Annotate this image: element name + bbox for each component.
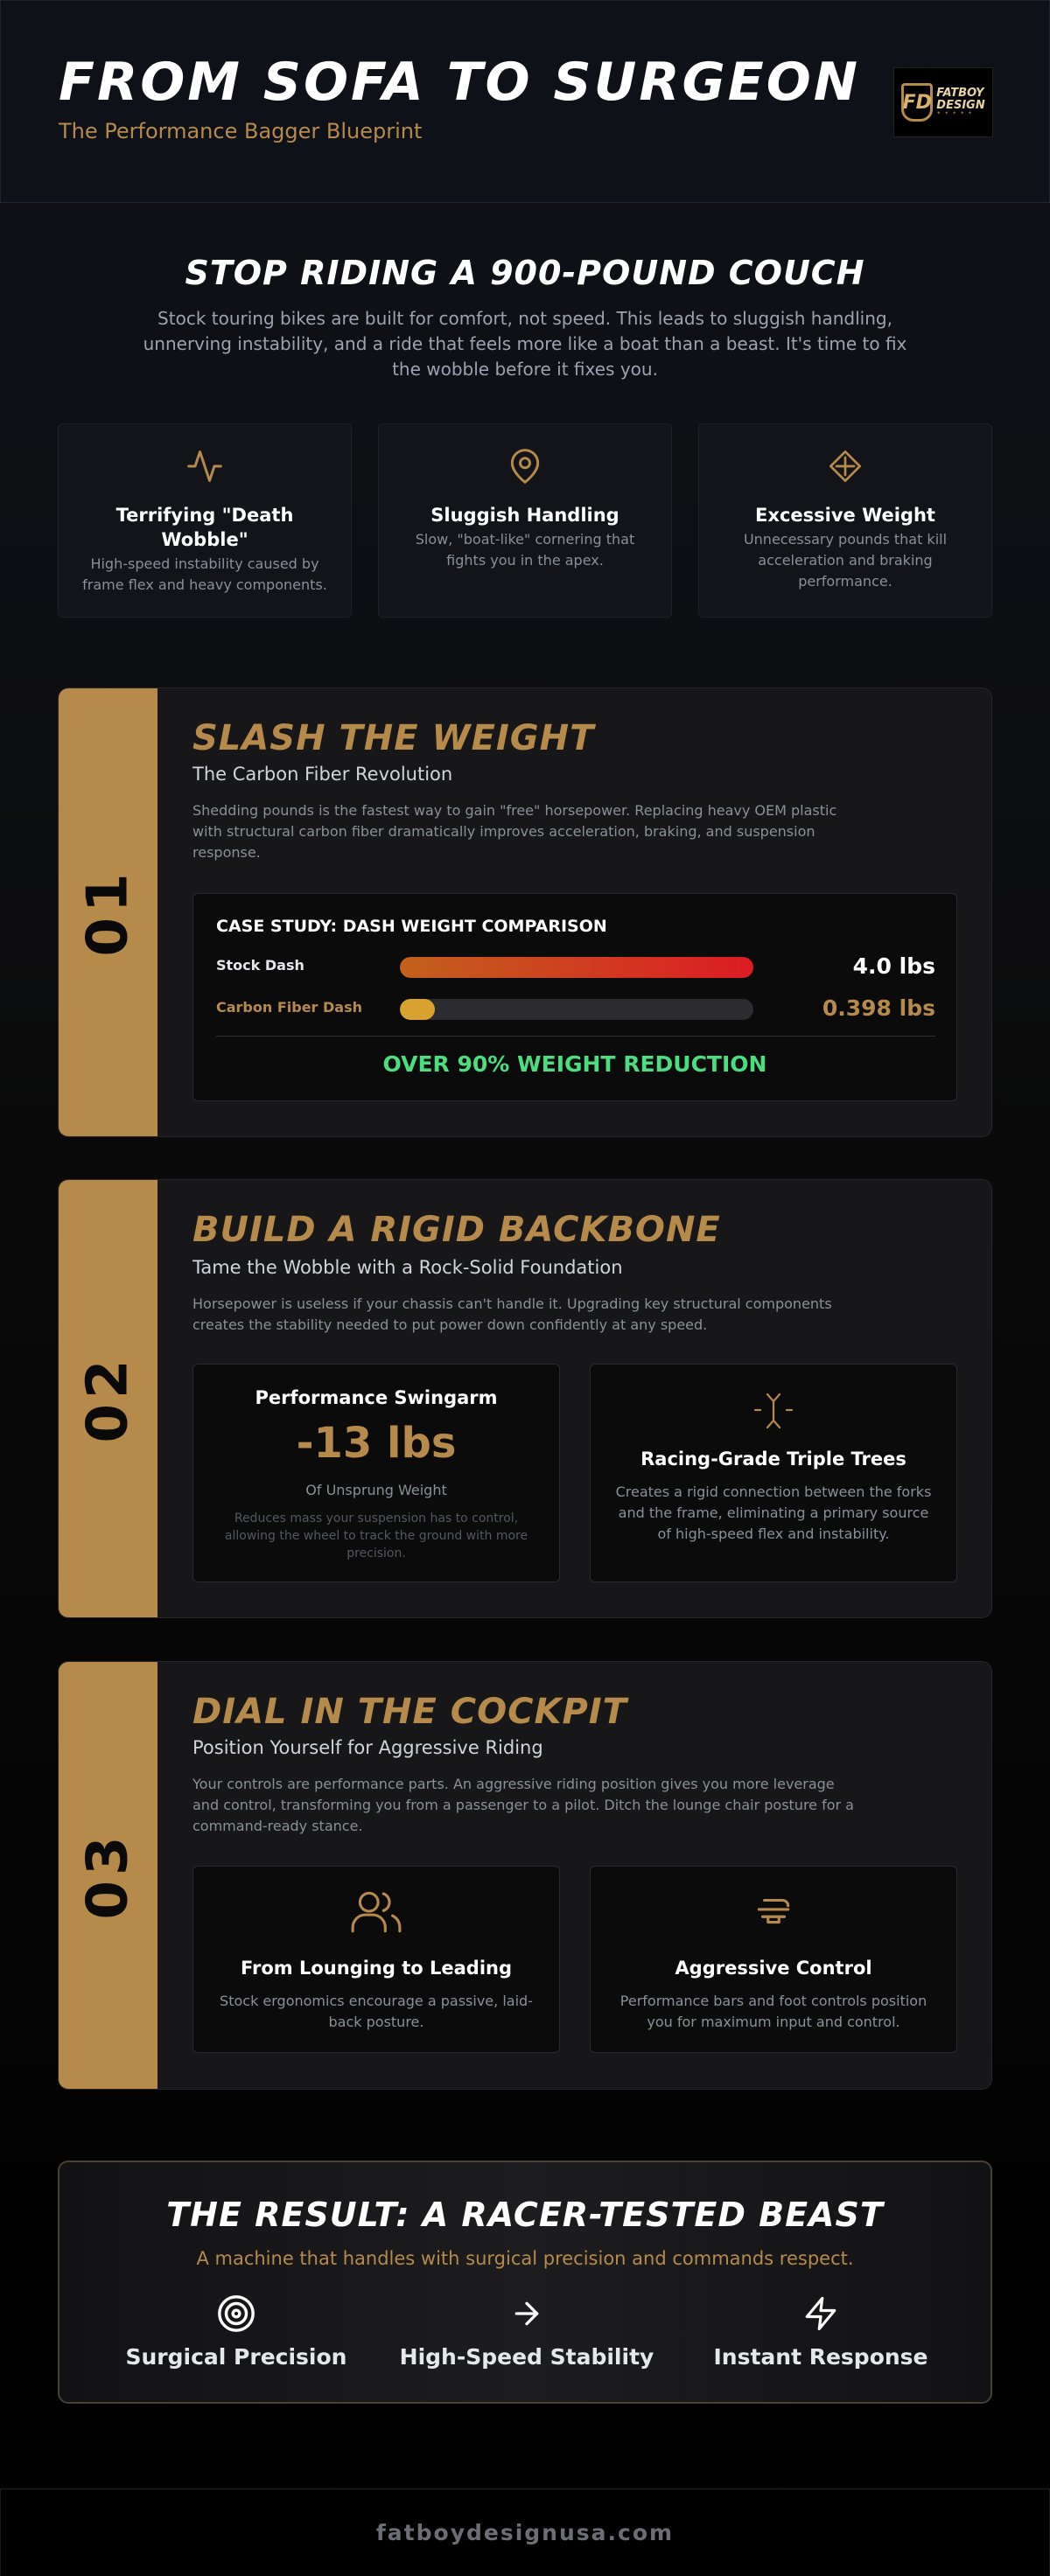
- problem-card-handling: [378, 423, 672, 618]
- brand-logo[interactable]: FD FATBOY DESIGN ✦ ✦ ✦ ✦ ✦: [893, 67, 993, 137]
- problem-title: Terrifying "Death Wobble": [116, 505, 294, 550]
- swingarm-title: Performance Swingarm: [255, 1387, 498, 1408]
- swingarm-stat: -13 lbs: [296, 1419, 457, 1468]
- triple-tree-icon: [591, 1387, 956, 1435]
- result-tagline: A machine that handles with surgical precision and commands respect.: [196, 2248, 854, 2269]
- logo-text-2: DESIGN: [936, 98, 985, 112]
- swingarm-stat-label: Of Unsprung Weight: [305, 1482, 447, 1498]
- zap-icon: [690, 2292, 952, 2335]
- feature-precision: [105, 2292, 368, 2370]
- section-rigid-backbone: [58, 1179, 992, 1618]
- section-text: Shedding pounds is the fastest way to gain "free" horsepower. Replacing heavy OEM plastic with structural carbon fiber dramatically improves acceleration, braking, and suspension response.: [192, 802, 837, 861]
- result-title: THE RESULT: A RACER-TESTED BEAST: [166, 2196, 884, 2234]
- bar-label: Carbon Fiber Dash: [216, 999, 363, 1016]
- swingarm-card: [192, 1364, 560, 1582]
- problem-text: High-speed instability caused by frame flex and heavy components.: [82, 555, 327, 593]
- problem-title: Excessive Weight: [755, 505, 935, 526]
- problem-text: Slow, "boat-like" cornering that fights you in the apex.: [415, 531, 635, 569]
- page-title: FROM SOFA TO SURGEON: [59, 52, 860, 113]
- cockpit-card-text: Stock ergonomics encourage a passive, laid-back posture.: [220, 1993, 533, 2030]
- logo-mark: FD: [901, 83, 933, 122]
- section-subtitle: Tame the Wobble with a Rock-Solid Foundation: [192, 1257, 623, 1278]
- divider: [216, 1036, 935, 1037]
- intro-title: STOP RIDING A 900-POUND COUCH: [185, 254, 865, 292]
- weight-icon: [699, 445, 991, 487]
- case-study-card: [192, 893, 957, 1101]
- section-number: 02: [75, 1354, 141, 1443]
- footer-link[interactable]: fatboydesignusa.com: [375, 2520, 675, 2545]
- section-number-band: [59, 1662, 158, 2089]
- problem-title: Sluggish Handling: [430, 505, 620, 526]
- result-box: [58, 2161, 992, 2404]
- bar-value: 4.0 lbs: [852, 953, 935, 979]
- intro-text: Stock touring bikes are built for comfort, not speed. This leads to sluggish handling, unnerving instability, and a ride that feels more like a boat than a beast. It's time to fix the wobble before it fixes you.: [143, 308, 907, 380]
- feature-label: Instant Response: [713, 2344, 928, 2370]
- feature-label: High-Speed Stability: [399, 2344, 654, 2370]
- problem-card-wobble: [58, 423, 352, 618]
- section-subtitle: Position Yourself for Aggressive Riding: [192, 1737, 543, 1758]
- triple-trees-card: [590, 1364, 957, 1582]
- bar-value: 0.398 lbs: [822, 995, 935, 1021]
- bar-label: Stock Dash: [216, 957, 304, 974]
- section-dial-cockpit: [58, 1661, 992, 2090]
- bar-row-stock: [216, 953, 935, 980]
- triple-trees-text: Creates a rigid connection between the forks and the frame, eliminating a primary source of high-speed flex and instability.: [615, 1483, 932, 1542]
- swingarm-text: Reduces mass your suspension has to control, allowing the wheel to track the ground with more precision.: [224, 1511, 528, 1560]
- page-header: [0, 0, 1050, 203]
- bar-fill-stock: [400, 957, 753, 978]
- cockpit-card-text: Performance bars and foot controls position you for maximum input and control.: [620, 1993, 928, 2030]
- problem-text: Unnecessary pounds that kill acceleration and braking performance.: [743, 531, 948, 590]
- activity-icon: [59, 445, 351, 487]
- arrow-right-icon: [396, 2292, 658, 2335]
- feature-response: [690, 2292, 952, 2370]
- section-title: DIAL IN THE COCKPIT: [192, 1692, 627, 1732]
- section-number: 01: [75, 868, 141, 957]
- cockpit-card-title: From Lounging to Leading: [241, 1958, 512, 1979]
- problem-card-weight: [698, 423, 992, 618]
- page-subtitle: The Performance Bagger Blueprint: [59, 119, 423, 143]
- section-title: SLASH THE WEIGHT: [192, 718, 595, 758]
- feature-stability: [396, 2292, 658, 2370]
- logo-text-1: FATBOY: [936, 87, 984, 101]
- cockpit-card-lounging: [192, 1866, 560, 2053]
- section-slash-weight: [58, 688, 992, 1137]
- feature-label: Surgical Precision: [125, 2344, 347, 2370]
- bar-fill-carbon: [400, 999, 435, 1020]
- section-text: Horsepower is useless if your chassis can't handle it. Upgrading key structural components creates the stability needed to put power down confidently at any speed.: [192, 1295, 832, 1333]
- section-number-band: [59, 688, 158, 1136]
- section-text: Your controls are performance parts. An aggressive riding position gives you more leverage and control, transforming you from a passenger to a pilot. Ditch the lounge chair posture for a command-ready stance.: [192, 1776, 854, 1834]
- cockpit-card-control: [590, 1866, 957, 2053]
- handlebar-icon: [591, 1888, 956, 1935]
- triple-trees-title: Racing-Grade Triple Trees: [640, 1449, 906, 1470]
- bar-row-carbon: [216, 995, 935, 1022]
- case-study-title: CASE STUDY: DASH WEIGHT COMPARISON: [216, 917, 607, 936]
- map-pin-icon: [379, 445, 671, 487]
- section-subtitle: The Carbon Fiber Revolution: [192, 764, 453, 785]
- section-number: 03: [75, 1831, 141, 1920]
- page-footer: [0, 2489, 1050, 2576]
- section-title: BUILD A RIGID BACKBONE: [192, 1210, 721, 1250]
- cockpit-card-title: Aggressive Control: [675, 1958, 872, 1979]
- target-icon: [105, 2292, 368, 2335]
- section-number-band: [59, 1180, 158, 1617]
- users-icon: [193, 1888, 559, 1935]
- case-study-result: OVER 90% WEIGHT REDUCTION: [382, 1051, 767, 1077]
